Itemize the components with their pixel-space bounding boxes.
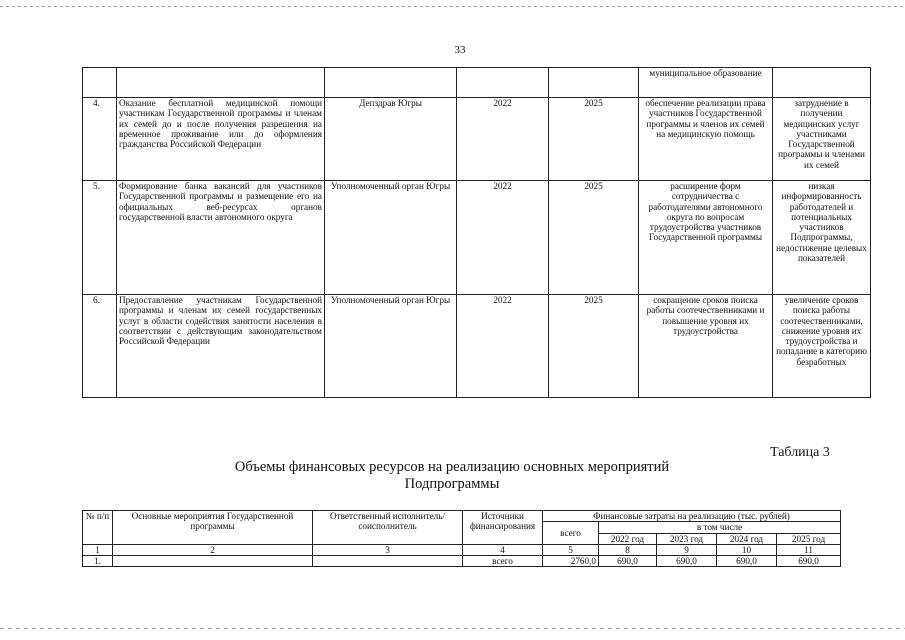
consequence-cell: низкая информированность работодателей и потенциальных участников Подпрограммы, недостижение целевых показателей bbox=[773, 181, 871, 295]
index-cell: 4 bbox=[463, 544, 543, 555]
scan-top-edge bbox=[0, 6, 905, 7]
index-cell: 8 bbox=[599, 544, 657, 555]
start-year-cell: 2022 bbox=[457, 295, 549, 398]
consequence-cell: увеличение сроков поиска работы соотечественниками, снижение уровня их трудоустройства и попадание в категорию безработных bbox=[773, 295, 871, 398]
index-row bbox=[83, 544, 841, 555]
financing-table bbox=[82, 510, 841, 567]
end-year-cell: 2025 bbox=[549, 295, 639, 398]
result-cell: муниципальное образование bbox=[639, 68, 773, 98]
start-year-cell bbox=[457, 68, 549, 98]
header-including: в том числе bbox=[599, 522, 841, 533]
source-cell: всего bbox=[463, 556, 543, 567]
activity-cell bbox=[117, 68, 325, 98]
row-number bbox=[83, 68, 117, 98]
index-cell: 3 bbox=[313, 544, 463, 555]
row-number: 4. bbox=[83, 98, 117, 181]
start-year-cell: 2022 bbox=[457, 98, 549, 181]
header-row bbox=[83, 511, 841, 522]
activity-cell: Оказание бесплатной медицинской помощи участникам Государственной программы и членам их семей до и после получения разрешения на временное проживание или до оформления гражданства Российской Федерации bbox=[117, 98, 325, 181]
header-year-2024: 2024 год bbox=[717, 533, 777, 544]
result-cell: обеспечение реализации права участников Государственной программы и членов их семей на медицинскую помощь bbox=[639, 98, 773, 181]
header-year-2022: 2022 год bbox=[599, 533, 657, 544]
table-row bbox=[83, 181, 871, 295]
row-number: 6. bbox=[83, 295, 117, 398]
index-cell: 5 bbox=[543, 544, 599, 555]
executor-cell bbox=[325, 68, 457, 98]
activities-table bbox=[82, 67, 871, 398]
total-cell: 2760,0 bbox=[543, 556, 599, 567]
header-executor: Ответственный исполнитель/ соисполнитель bbox=[313, 511, 463, 545]
executor-cell: Уполномоченный орган Югры bbox=[325, 181, 457, 295]
index-cell: 10 bbox=[717, 544, 777, 555]
scan-bottom-edge bbox=[0, 628, 905, 629]
consequence-cell: затруднение в получении медицинских услуг участниками Государственной программы и членами их семей bbox=[773, 98, 871, 181]
header-total: всего bbox=[543, 522, 599, 545]
table-title: Объемы финансовых ресурсов на реализацию основных мероприятий Подпрограммы bbox=[234, 459, 670, 492]
header-source: Источники финансирования bbox=[463, 511, 543, 545]
table-row bbox=[83, 68, 871, 98]
value-2022-cell: 690,0 bbox=[599, 556, 657, 567]
row-number: 5. bbox=[83, 181, 117, 295]
result-cell: расширение форм сотрудничества с работодателями автономного округа по вопросам трудоустройства участников Государственной программы bbox=[639, 181, 773, 295]
executor-cell: Уполномоченный орган Югры bbox=[325, 295, 457, 398]
header-activity: Основные мероприятия Государственной программы bbox=[113, 511, 313, 545]
header-costs: Финансовые затраты на реализацию (тыс. рублей) bbox=[543, 511, 841, 522]
value-2023-cell: 690,0 bbox=[657, 556, 717, 567]
table-row bbox=[83, 98, 871, 181]
index-cell: 1 bbox=[83, 544, 113, 555]
consequence-cell bbox=[773, 68, 871, 98]
header-num: № п/п bbox=[83, 511, 113, 545]
header-year-2025: 2025 год bbox=[777, 533, 841, 544]
end-year-cell: 2025 bbox=[549, 181, 639, 295]
start-year-cell: 2022 bbox=[457, 181, 549, 295]
index-cell: 11 bbox=[777, 544, 841, 555]
value-2024-cell: 690,0 bbox=[717, 556, 777, 567]
table-row bbox=[83, 295, 871, 398]
table-label: Таблица 3 bbox=[770, 445, 830, 460]
result-cell: сокращение сроков поиска работы соотечественниками и повышение уровня их трудоустройства bbox=[639, 295, 773, 398]
activity-cell: Предоставление участникам Государственной программы и членам их семей государственных услуг в области содействия занятости населения в соответствии с действующим законодательством Российской Федерации bbox=[117, 295, 325, 398]
activity-cell bbox=[113, 556, 313, 567]
activity-cell: Формирование банка вакансий для участников Государственной программы и размещение его на официальных веб-ресурсах органов государственной власти автономного округа bbox=[117, 181, 325, 295]
executor-cell bbox=[313, 556, 463, 567]
row-number: 1. bbox=[83, 556, 113, 567]
header-year-2023: 2023 год bbox=[657, 533, 717, 544]
value-2025-cell: 690,0 bbox=[777, 556, 841, 567]
end-year-cell bbox=[549, 68, 639, 98]
end-year-cell: 2025 bbox=[549, 98, 639, 181]
executor-cell: Депздрав Югры bbox=[325, 98, 457, 181]
index-cell: 9 bbox=[657, 544, 717, 555]
table-row bbox=[83, 556, 841, 567]
index-cell: 2 bbox=[113, 544, 313, 555]
page-number: 33 bbox=[454, 44, 466, 56]
